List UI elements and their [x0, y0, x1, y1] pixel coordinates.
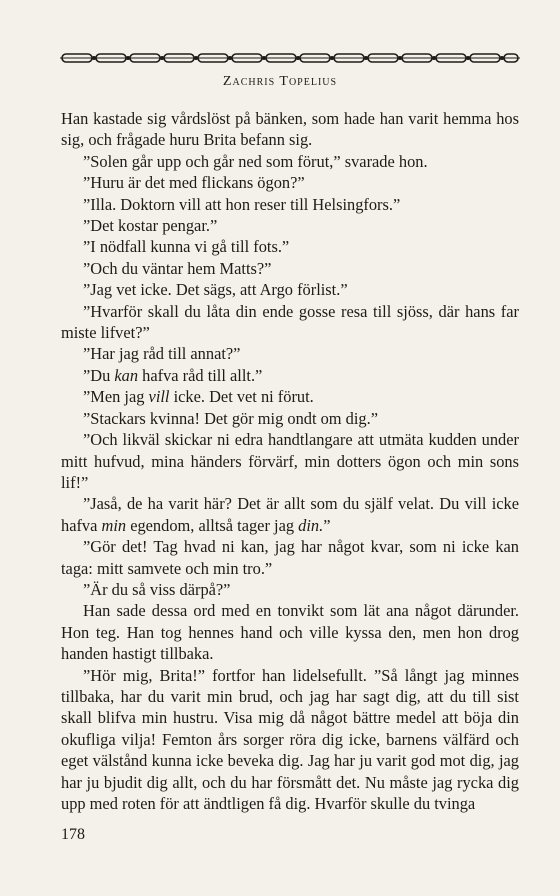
- chain-ornament-icon: [60, 52, 520, 64]
- text-span: ”Men jag: [83, 387, 149, 407]
- paragraph: ”Hvarför skall du låta din ende gosse resa till sjöss, där hans far miste lifvet?”: [61, 301, 519, 343]
- text-span: icke. Det vet ni förut.: [169, 387, 314, 407]
- emphasis: kan: [114, 365, 139, 385]
- paragraph: ”Det kostar pengar.”: [83, 216, 218, 236]
- paragraph: [61, 386, 519, 407]
- text-span: ”Du: [83, 365, 115, 385]
- paragraph: Han sade dessa ord med en tonvikt som lät ana något därunder. Hon teg. Han tog hennes hand och ville kyssa den, men hon drog handen hastigt tillbaka.: [61, 601, 519, 664]
- page-number: 178: [61, 826, 85, 843]
- emphasis: min: [101, 515, 127, 535]
- paragraph: ”Och du väntar hem Matts?”: [83, 258, 272, 278]
- paragraph: ”Hör mig, Brita!” fortfor han lidelsefullt. ”Så långt jag minnes tillbaka, har du varit min brud, och jag har sagt dig, att du till sist skall blifva min hustru. Visa mig då något bättre medel att böja din okufliga vilja! Femton års sorger röra dig icke, barnens välfärd och eget välstånd kunna icke beveka dig. Jag har ju varit god mot dig, jag har ju bjudit dig allt, och du har försmått det. Nu måste jag rycka dig upp med roten för att ändtligen få dig. Hvarför skulle du tvinga: [61, 665, 519, 813]
- emphasis: din.: [298, 515, 324, 535]
- paragraph: [61, 493, 519, 536]
- paragraph: [61, 365, 519, 386]
- paragraph: ”Illa. Doktorn vill att hon reser till Helsingfors.”: [83, 194, 401, 214]
- paragraph: ”Och likväl skickar ni edra handtlangare att utmäta kudden under mitt hufvud, mina händers förvärf, min dotters ögon och min sons lif!”: [61, 430, 519, 492]
- paragraph: ”Har jag råd till annat?”: [83, 344, 241, 364]
- paragraph: ”Huru är det med flickans ögon?”: [83, 173, 305, 193]
- paragraph: ”Gör det! Tag hvad ni kan, jag har något kvar, som ni icke kan taga: mitt samvete och min tro.”: [61, 537, 519, 578]
- paragraph: ”Är du så viss därpå?”: [83, 579, 231, 599]
- text-span: egendom, alltså tager jag: [126, 515, 299, 535]
- body-text: [61, 108, 519, 814]
- running-head: Zachris Topelius: [222, 74, 338, 89]
- paragraph: ”Jag vet icke. Det sägs, att Argo förlist.”: [83, 280, 348, 300]
- paragraph: ”I nödfall kunna vi gå till fots.”: [83, 237, 290, 257]
- text-span: ”Jaså, de ha varit här? Det är allt som du själf velat. Du vill icke hafva: [61, 494, 519, 535]
- text-span: hafva råd till allt.”: [138, 365, 263, 385]
- paragraph: ”Solen går upp och går ned som förut,” svarade hon.: [83, 151, 428, 171]
- paragraph: Han kastade sig vårdslöst på bänken, som hade han varit hemma hos sig, och frågade huru Brita befann sig.: [61, 109, 519, 150]
- text-span: ”: [323, 515, 331, 535]
- emphasis: vill: [148, 387, 170, 407]
- paragraph: ”Stackars kvinna! Det gör mig ondt om dig.”: [83, 408, 378, 428]
